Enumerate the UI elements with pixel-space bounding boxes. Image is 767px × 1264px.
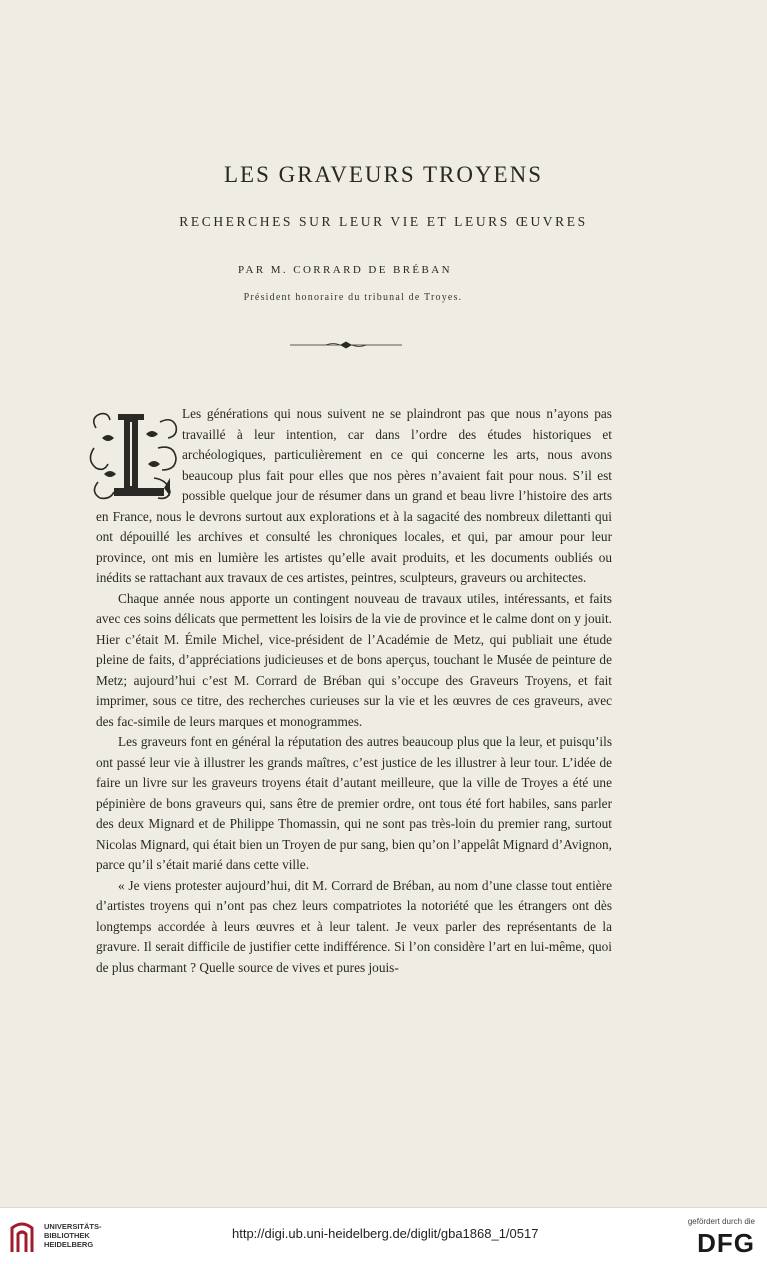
paragraph: Chaque année nous apporte un contingent nouveau de travaux utiles, intéressants, et faits avec ces soins délicats que permettent les loisirs de la vie de province et le calme dont on y jouit. Hier c’était M. Émile Michel, vice-président de l’Académie de Metz, qui publiait une étude pleine de faits, d’appréciations judicieuses et de bons aperçus, touchant le Musée de peinture de Metz; aujourd’hui c’est M. Corrard de Bréban qui s’occupe des Graveurs Troyens, et fait imprimer, sous ce titre, des recherches curieuses sur la vie et les œuvres de ces graveurs, avec des fac-simile de leurs marques et monogrammes. (96, 590, 612, 729)
paragraph: « Je viens protester aujourd’hui, dit M. Corrard de Bréban, au nom d’une classe tout entière d’artistes troyens qui n’ont pas chez leurs compatriotes la notoriété que les étrangers ont dès longtemps accordée à leurs œuvres et à leur talent. Je veux parler des représentants de la gravure. Il serait difficile de justifier cette indifférence. Si l’on considère l’art en lui-même, quoi de plus charmant ? Quelle source de vives et pures jouis- (96, 877, 612, 975)
paragraph-text: Les générations qui nous suivent ne se plaindront pas que nous n’ayons pas travaillé à leur intention, car dans l’ordre des études historiques et archéologiques, particulièrement en ce qui concerne les arts, nous avons beaucoup plus fait pour elles que nos pères n’avaient fait pour nous. S’il est possible quelque jour de résumer dans un grand et beau livre l’histoire des arts en France, nous le devrons surtout aux explorations et à la sagacité des nombreux dilettanti qui ont dépouillé les archives et consulté les chroniques locales, et qui, par amour pour leur province, ont mis en lumière les artistes qu’elle avait produits, et les documents oubliés ou inédits se rattachant aux travaux de ces artistes, peintres, sculpteurs, graveurs ou architectes. (96, 406, 612, 585)
article-subtitle: RECHERCHES SUR LEUR VIE ET LEURS ŒUVRES (179, 214, 588, 229)
author-affiliation: Président honoraire du tribunal de Troyes. (243, 292, 463, 303)
paragraph (96, 404, 612, 589)
article-title: LES GRAVEURS TROYENS (223, 162, 544, 187)
page-url-link[interactable]: http://digi.ub.uni-heidelberg.de/diglit/gba1868_1/0517 (232, 1226, 539, 1241)
initial-space (88, 406, 176, 502)
article-author: PAR M. CORRARD DE BRÉBAN (238, 264, 452, 276)
funding-label: gefördert durch die (687, 1217, 755, 1226)
library-name: UNIVERSITÄTS- BIBLIOTHEK HEIDELBERG (44, 1222, 102, 1249)
article-body (96, 404, 612, 978)
viewer-footer (0, 1207, 767, 1264)
ornamental-divider (290, 340, 402, 350)
library-emblem-icon (8, 1222, 36, 1254)
dfg-logo[interactable]: DFG (697, 1228, 755, 1258)
library-logo[interactable] (8, 1220, 128, 1256)
paragraph: Les graveurs font en général la réputation des autres beaucoup plus que la leur, et puisqu’ils ont passé leur vie à illustrer les grands maîtres, c’est justice de les illustrer à leur tour. L’idée de faire un livre sur les graveurs troyens était d’autant meilleure, que la ville de Troyes a été une pépinière de bons graveurs qui, sans être de premier ordre, ont tous été fort habiles, sans parler des deux Mignard et de Philippe Thomassin, qui ne sont pas très-loin du premier rang, surtout Nicolas Mignard, qui était bien un Troyen de pur sang, bien qu’on l’appelât Mignard d’Avignon, parce qu’il s’était marié dans cette ville. (96, 734, 612, 872)
